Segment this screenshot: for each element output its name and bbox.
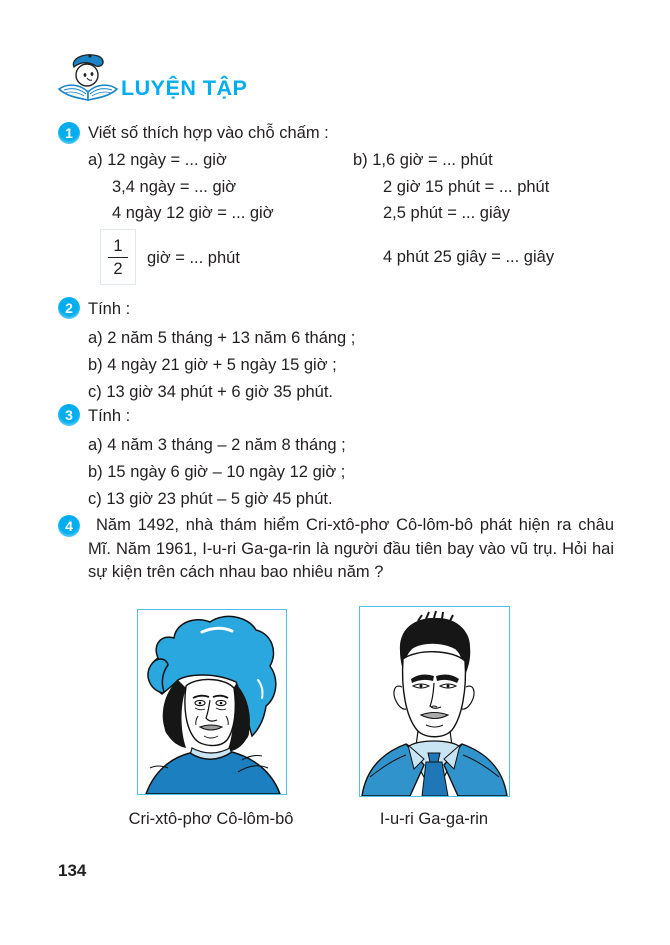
gagarin-figure <box>359 606 510 797</box>
ex3-item-c: c) 13 giờ 23 phút – 5 giờ 45 phút. <box>88 490 333 508</box>
fraction-denominator: 2 <box>113 259 123 278</box>
exercise-2-badge: 2 <box>58 297 80 319</box>
page-title: LUYỆN TẬP <box>121 76 248 100</box>
reading-student-icon <box>56 54 120 104</box>
columbus-caption: Cri-xtô-phơ Cô-lôm-bô <box>128 810 294 828</box>
ex1-a-row3: 4 ngày 12 giờ = ... giờ <box>112 204 274 222</box>
fraction-numerator: 1 <box>108 237 127 258</box>
ex3-item-b: b) 15 ngày 6 giờ – 10 ngày 12 giờ ; <box>88 463 346 481</box>
exercise-3-prompt: Tính : <box>88 407 131 425</box>
one-half-fraction <box>100 229 136 285</box>
columbus-portrait <box>138 610 286 794</box>
ex1-a-fraction-tail: giờ = ... phút <box>147 249 240 267</box>
ex1-a-row2: 3,4 ngày = ... giờ <box>112 178 237 196</box>
gagarin-portrait <box>360 607 509 796</box>
ex2-item-a: a) 2 năm 5 tháng + 13 năm 6 tháng ; <box>88 329 356 347</box>
exercise-4-badge: 4 <box>58 515 80 537</box>
exercise-3-badge: 3 <box>58 404 80 426</box>
exercise-1-badge: 1 <box>58 122 80 144</box>
ex1-b-row4: 4 phút 25 giây = ... giây <box>383 248 555 266</box>
ex2-item-c: c) 13 giờ 34 phút + 6 giờ 35 phút. <box>88 383 334 401</box>
ex1-a-row1: a) 12 ngày = ... giờ <box>88 151 227 169</box>
ex1-b-row1: b) 1,6 giờ = ... phút <box>353 151 493 169</box>
page-number: 134 <box>58 861 87 880</box>
exercise-2-prompt: Tính : <box>88 300 131 318</box>
ex1-b-row3: 2,5 phút = ... giây <box>383 204 511 222</box>
exercise-4-text: Năm 1492, nhà thám hiểm Cri-xtô-phơ Cô-lôm-bô phát hiện ra châu Mĩ. Năm 1961, I-u-ri Ga-ga-rin là người đầu tiên bay vào vũ trụ. Hỏi hai sự kiện trên cách nhau bao nhiêu năm ? <box>88 516 614 581</box>
ex2-item-b: b) 4 ngày 21 giờ + 5 ngày 15 giờ ; <box>88 356 337 374</box>
exercise-1-prompt: Viết số thích hợp vào chỗ chấm : <box>88 124 329 142</box>
ex1-b-row2: 2 giờ 15 phút = ... phút <box>383 178 550 196</box>
gagarin-caption: I-u-ri Ga-ga-rin <box>379 810 489 828</box>
ex3-item-a: a) 4 năm 3 tháng – 2 năm 8 tháng ; <box>88 436 346 454</box>
columbus-figure <box>137 609 287 795</box>
